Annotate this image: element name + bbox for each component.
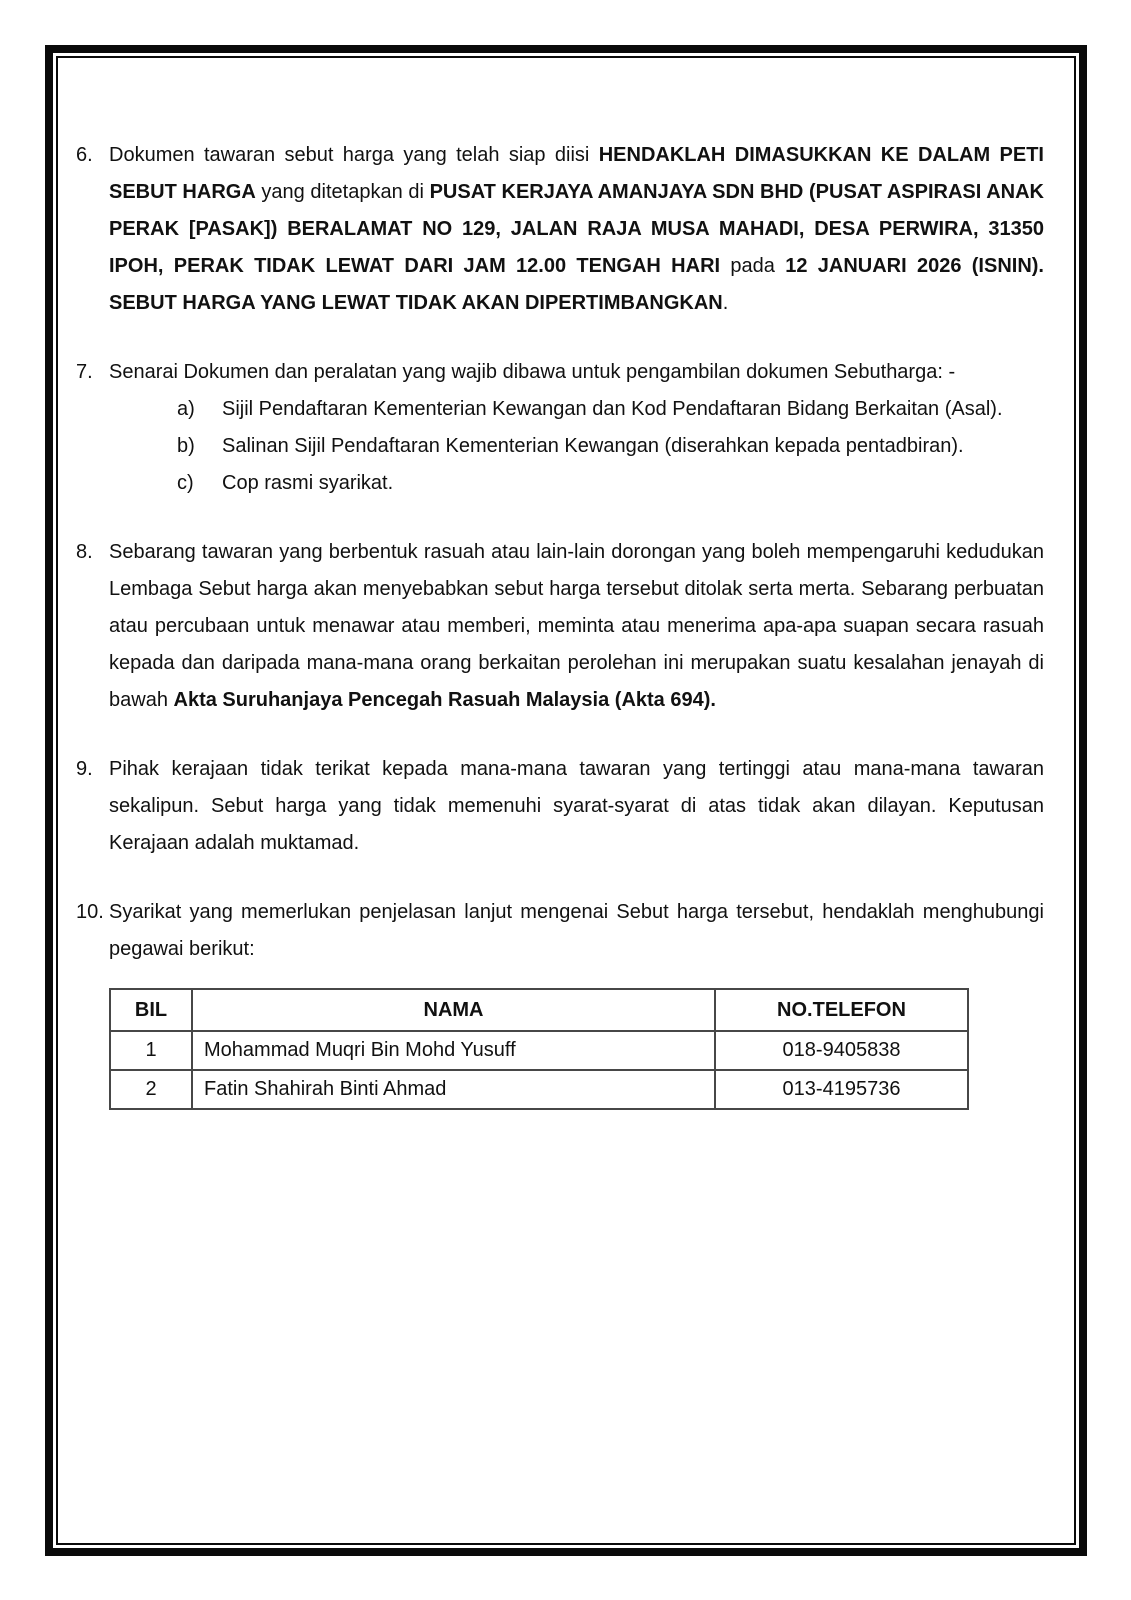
text-segment: Dokumen tawaran sebut harga yang telah siap diisi	[109, 144, 599, 166]
sub-item-c	[177, 465, 1044, 502]
bold-text-segment: Akta Suruhanjaya Pencegah Rasuah Malaysia (Akta 694).	[173, 689, 716, 711]
sub-item-marker: c)	[177, 472, 194, 494]
item-text	[109, 534, 1044, 719]
item-text	[109, 354, 1044, 391]
bold-text-segment: PUSAT KERJAYA AMANJAYA SDN BHD (PUSAT ASPIRASI ANAK PERAK [PASAK]) BERALAMAT NO 129, JALAN RAJA MUSA MAHADI, DESA PERWIRA, 31350 IPOH, PERAK TIDAK LEWAT DARI JAM 12.00 TENGAH HARI	[109, 181, 1044, 277]
item-text	[109, 751, 1044, 862]
sub-item-marker: a)	[177, 398, 195, 420]
list-item-6	[76, 137, 1044, 322]
bold-text-segment: 12 JANUARI 2026 (ISNIN). SEBUT HARGA YANG LEWAT TIDAK AKAN DIPERTIMBANGKAN	[109, 255, 1044, 314]
cell-telefon: 018-9405838	[715, 1031, 968, 1070]
text-segment: yang ditetapkan di	[255, 181, 430, 203]
text-segment: Syarikat yang memerlukan penjelasan lanjut mengenai Sebut harga tersebut, hendaklah menghubungi pegawai berikut:	[109, 901, 1044, 960]
table-row	[110, 1031, 968, 1070]
sub-item-text: Cop rasmi syarikat.	[222, 472, 394, 494]
table-header-row	[110, 989, 968, 1031]
text-segment: Sebarang tawaran yang berbentuk rasuah atau lain-lain dorongan yang boleh mempengaruhi kedudukan Lembaga Sebut harga akan menyebabkan sebut harga tersebut ditolak serta merta. Sebarang perbuatan atau percubaan untuk menawar atau memberi, meminta atau menerima apa-apa suapan secara rasuah kepada dan daripada mana-mana orang berkaitan perolehan ini merupakan suatu kesalahan jenayah di bawah	[109, 541, 1044, 711]
item-body	[109, 894, 1044, 968]
text-segment: Pihak kerajaan tidak terikat kepada mana-mana tawaran yang tertinggi atau mana-mana tawaran sekalipun. Sebut harga yang tidak memenuhi syarat-syarat di atas tidak akan dilayan. Keputusan Kerajaan adalah muktamad.	[109, 758, 1044, 854]
item-number: 6.	[76, 144, 93, 166]
cell-bil: 1	[110, 1031, 192, 1070]
contact-table-header	[110, 989, 968, 1031]
sub-item-a	[177, 391, 1044, 428]
cell-nama: Mohammad Muqri Bin Mohd Yusuff	[192, 1031, 715, 1070]
cell-nama: Fatin Shahirah Binti Ahmad	[192, 1070, 715, 1109]
bold-text-segment: HENDAKLAH DIMASUKKAN KE DALAM PETI SEBUT HARGA	[109, 144, 1044, 203]
item-number: 8.	[76, 541, 93, 563]
item-text	[109, 137, 1044, 322]
page-border-inner	[56, 56, 1076, 1545]
item-body	[109, 137, 1044, 322]
sub-item-text: Sijil Pendaftaran Kementerian Kewangan dan Kod Pendaftaran Bidang Berkaitan (Asal).	[222, 398, 1003, 420]
item-body	[109, 751, 1044, 862]
column-header-bil: BIL	[110, 989, 192, 1031]
list-item-9	[76, 751, 1044, 862]
item-body	[109, 534, 1044, 719]
contact-table	[109, 988, 969, 1110]
text-segment: .	[722, 292, 729, 314]
item-number: 9.	[76, 758, 93, 780]
item-body	[109, 354, 1044, 502]
column-header-nama: NAMA	[192, 989, 715, 1031]
cell-bil: 2	[110, 1070, 192, 1109]
item-text	[109, 894, 1044, 968]
list-item-8	[76, 534, 1044, 719]
cell-telefon: 013-4195736	[715, 1070, 968, 1109]
page-content	[58, 58, 1074, 1110]
text-segment: Senarai Dokumen dan peralatan yang wajib dibawa untuk pengambilan dokumen Sebutharga: -	[109, 361, 956, 383]
sub-item-text: Salinan Sijil Pendaftaran Kementerian Kewangan (diserahkan kepada pentadbiran).	[222, 435, 964, 457]
item-number: 7.	[76, 361, 93, 383]
page-border-outer	[45, 45, 1087, 1556]
sub-item-marker: b)	[177, 435, 195, 457]
column-header-notelefon: NO.TELEFON	[715, 989, 968, 1031]
text-segment: pada	[720, 255, 786, 277]
item-number: 10.	[76, 901, 104, 923]
sub-item-b	[177, 428, 1044, 465]
table-row	[110, 1070, 968, 1109]
list-item-10	[76, 894, 1044, 968]
list-item-7	[76, 354, 1044, 502]
numbered-list	[76, 137, 1044, 968]
